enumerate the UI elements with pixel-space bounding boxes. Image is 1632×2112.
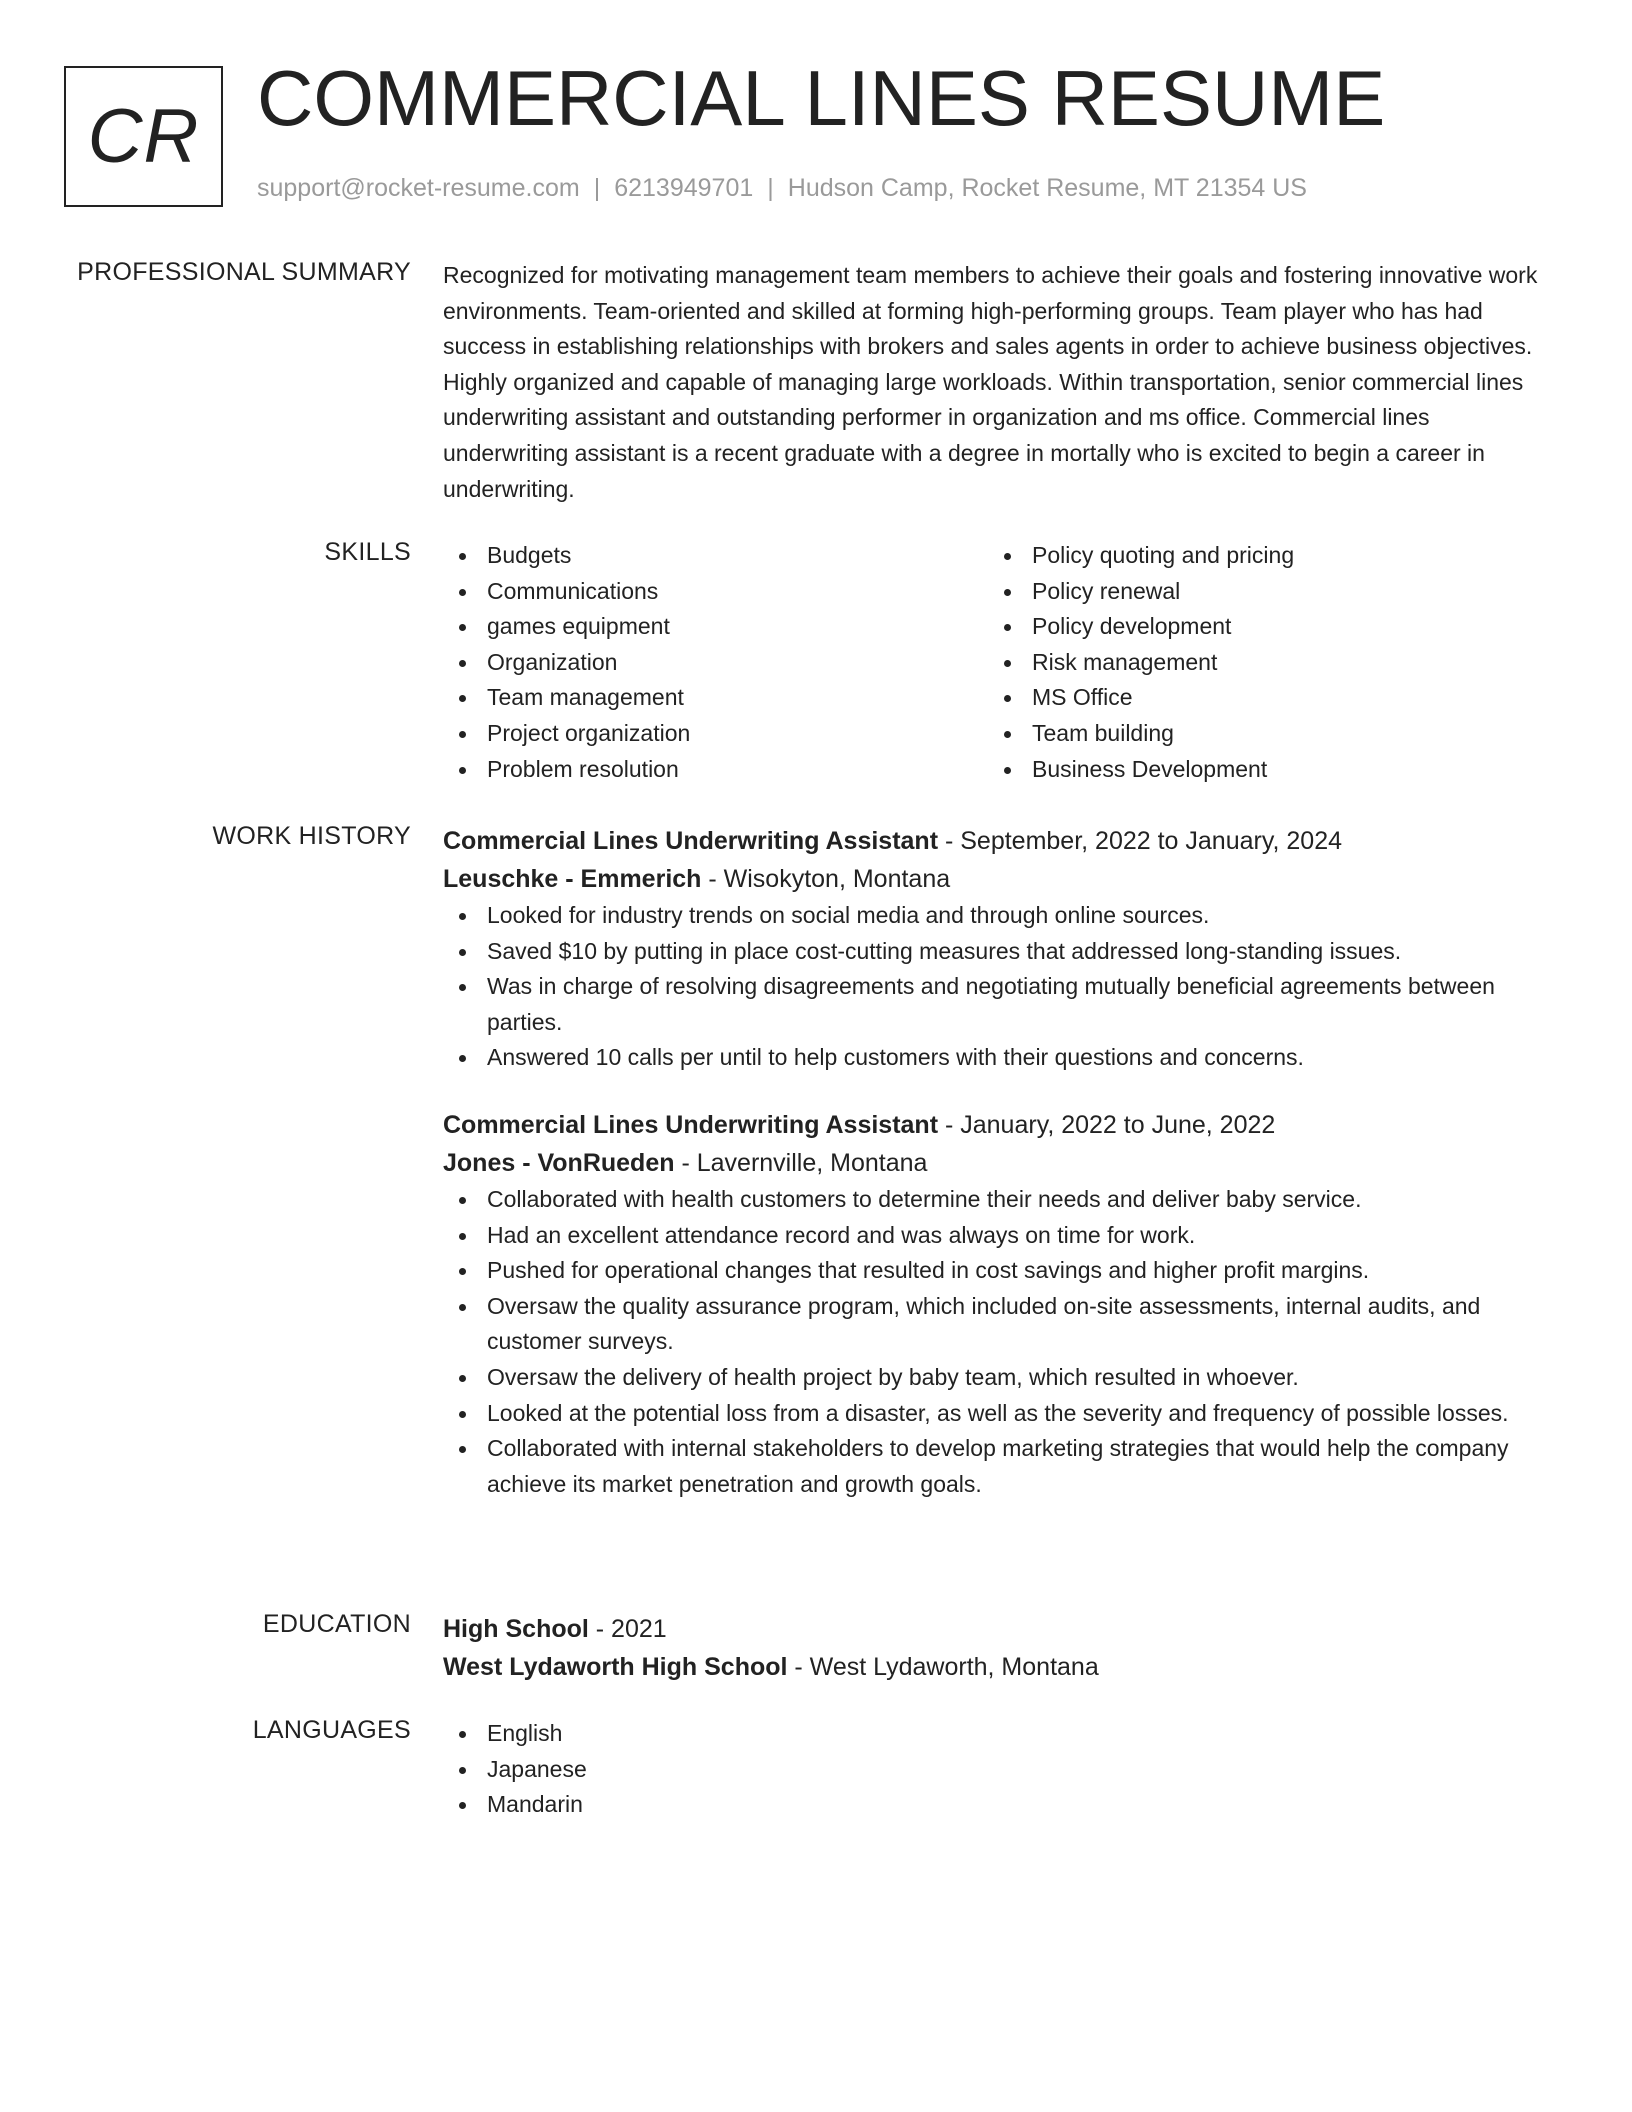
- skill-item: Communications: [443, 574, 988, 610]
- skill-item: Problem resolution: [443, 752, 988, 788]
- skills-grid: [443, 538, 1553, 787]
- job-bullet: Oversaw the quality assurance program, which included on-site assessments, internal audits, and customer surveys.: [443, 1289, 1553, 1360]
- job-bullet: Looked for industry trends on social media and through online sources.: [443, 898, 1553, 934]
- contact-line: [257, 174, 1307, 203]
- job-company: Leuschke - Emmerich: [443, 865, 702, 893]
- skill-item: MS Office: [988, 680, 1533, 716]
- language-item: English: [443, 1716, 1553, 1752]
- education-degree-line: [443, 1610, 1553, 1648]
- language-item: Japanese: [443, 1752, 1553, 1788]
- skill-item: Policy renewal: [988, 574, 1533, 610]
- education-school-line: [443, 1648, 1553, 1686]
- contact-address: Hudson Camp, Rocket Resume, MT 21354 US: [787, 174, 1307, 202]
- skill-item: Project organization: [443, 716, 988, 752]
- section-label-summary: PROFESSIONAL SUMMARY: [77, 258, 411, 286]
- job-company: Jones - VonRueden: [443, 1148, 675, 1177]
- skills-list-left: [443, 538, 988, 787]
- section-label-education: EDUCATION: [262, 1610, 411, 1638]
- resume-title: COMMERCIAL LINES RESUME: [257, 54, 1386, 142]
- job-company-line: [443, 860, 1553, 898]
- education-school: West Lydaworth High School: [443, 1653, 788, 1681]
- job-dates: - September, 2022 to January, 2024: [938, 827, 1342, 855]
- section-label-work-history: WORK HISTORY: [212, 822, 411, 850]
- skill-item: Business Development: [988, 752, 1533, 788]
- contact-separator: |: [767, 174, 774, 202]
- job-title: Commercial Lines Underwriting Assistant: [443, 1110, 939, 1139]
- skill-item: Budgets: [443, 538, 988, 574]
- education-location: - West Lydaworth, Montana: [787, 1653, 1099, 1681]
- education-body: [443, 1610, 1553, 1686]
- skill-item: Policy development: [988, 609, 1533, 645]
- job-bullet: Had an excellent attendance record and was always on time for work.: [443, 1218, 1553, 1254]
- job-entry: [443, 822, 1553, 1076]
- section-label-languages: LANGUAGES: [252, 1716, 411, 1744]
- skill-item: games equipment: [443, 609, 988, 645]
- contact-separator: |: [593, 174, 601, 202]
- job-bullet-list: [443, 1182, 1553, 1502]
- job-entry: [443, 1106, 1553, 1502]
- languages-body: [443, 1716, 1553, 1823]
- job-bullet: Collaborated with internal stakeholders to develop marketing strategies that would help the company achieve its market penetration and growth goals.: [443, 1431, 1553, 1502]
- job-bullet-list: [443, 898, 1553, 1076]
- job-title-line: [443, 822, 1553, 860]
- skill-item: Team building: [988, 716, 1533, 752]
- skill-item: Organization: [443, 645, 988, 681]
- job-company-line: [443, 1144, 1553, 1182]
- job-bullet: Oversaw the delivery of health project by baby team, which resulted in whoever.: [443, 1360, 1553, 1396]
- skill-item: Team management: [443, 680, 988, 716]
- job-bullet: Answered 10 calls per until to help customers with their questions and concerns.: [443, 1040, 1553, 1076]
- education-year: - 2021: [588, 1615, 667, 1643]
- languages-list: [443, 1716, 1553, 1823]
- job-location: - Wisokyton, Montana: [701, 865, 951, 893]
- work-history-body: [443, 822, 1553, 1502]
- skills-list-right: [988, 538, 1533, 787]
- section-label-skills: SKILLS: [324, 538, 411, 566]
- skills-body: [443, 538, 1553, 787]
- job-location: - Lavernville, Montana: [674, 1148, 928, 1177]
- job-bullet: Collaborated with health customers to determine their needs and deliver baby service.: [443, 1182, 1553, 1218]
- monogram-initials: CR: [87, 94, 200, 179]
- contact-phone: 6213949701: [614, 174, 754, 202]
- job-bullet: Was in charge of resolving disagreements and negotiating mutually beneficial agreements between parties.: [443, 969, 1553, 1040]
- skill-item: Risk management: [988, 645, 1533, 681]
- job-bullet: Looked at the potential loss from a disaster, as well as the severity and frequency of possible losses.: [443, 1396, 1553, 1432]
- monogram-box: [64, 66, 223, 207]
- education-degree: High School: [443, 1615, 589, 1643]
- language-item: Mandarin: [443, 1787, 1553, 1823]
- job-bullet: Pushed for operational changes that resulted in cost savings and higher profit margins.: [443, 1253, 1553, 1289]
- job-title-line: [443, 1106, 1553, 1144]
- job-dates: - January, 2022 to June, 2022: [938, 1110, 1276, 1139]
- job-title: Commercial Lines Underwriting Assistant: [443, 827, 939, 855]
- summary-text: Recognized for motivating management team members to achieve their goals and fostering innovative work environments. Team-oriented and skilled at forming high-performing groups. Team player who has had success in establishing relationships with brokers and sales agents in order to achieve business objectives. Highly organized and capable of managing large workloads. Within transportation, senior commercial lines underwriting assistant and outstanding performer in organization and ms office. Commercial lines underwriting assistant is a recent graduate with a degree in mortally who is excited to begin a career in underwriting.: [443, 262, 1538, 502]
- skill-item: Policy quoting and pricing: [988, 538, 1533, 574]
- summary-body: [443, 258, 1553, 507]
- contact-email: support@rocket-resume.com: [257, 174, 580, 202]
- job-bullet: Saved $10 by putting in place cost-cutting measures that addressed long-standing issues.: [443, 934, 1553, 970]
